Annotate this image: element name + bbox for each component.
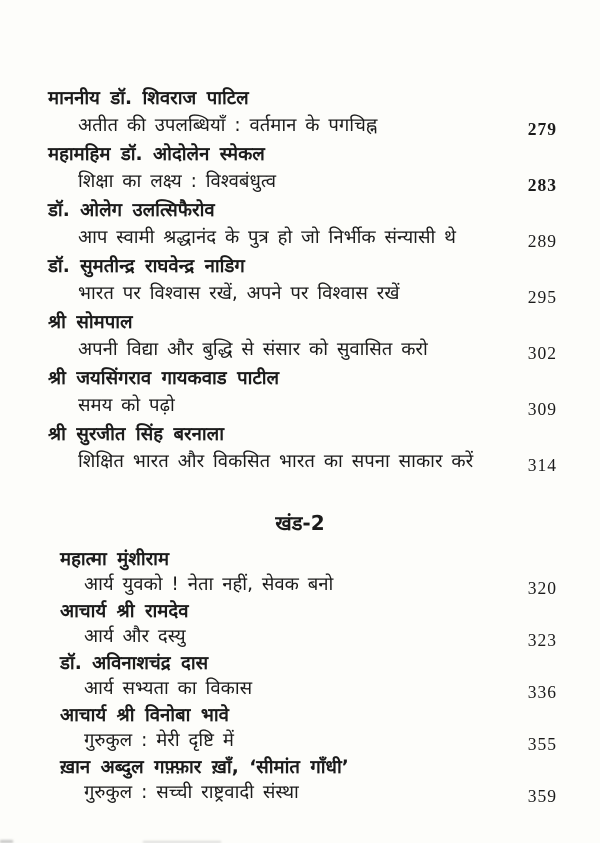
entry-title-line <box>60 780 557 805</box>
entry-page-number: 289 <box>527 231 557 251</box>
entry-chapter-title: शिक्षा का लक्ष्य : विश्वबंधुत्व <box>78 171 277 192</box>
entry-author-name: श्री जयसिंगराव गायकवाड पाटील <box>48 368 280 389</box>
entry-title-line <box>60 572 557 597</box>
entry-chapter-title: आर्य सभ्यता का विकास <box>84 678 253 699</box>
toc-entry <box>48 142 557 195</box>
entry-title-line <box>48 280 557 307</box>
toc-entry <box>60 651 557 701</box>
entry-author-name: माननीय डॉ. शिवराज पाटिल <box>48 88 249 109</box>
table-of-contents <box>0 86 600 807</box>
entry-page-number: 279 <box>527 119 557 139</box>
entry-author-name: श्री सोमपाल <box>48 312 133 333</box>
entry-page-number: 302 <box>527 343 557 363</box>
entry-title-line <box>48 392 557 419</box>
entry-title-line <box>48 112 557 139</box>
toc-entry <box>48 366 557 419</box>
entry-author-name: डॉ. ओलेग उलत्सिफैरोव <box>48 200 215 221</box>
entry-author-name: डॉ. अविनाशचंद्र दास <box>60 653 209 674</box>
entry-chapter-title: भारत पर विश्वास रखें, अपने पर विश्वास रखें <box>78 283 400 304</box>
entry-author-name: आचार्य श्री रामदेव <box>60 601 189 622</box>
toc-section-1 <box>0 86 600 475</box>
toc-entry <box>60 755 557 805</box>
entry-title-line <box>48 168 557 195</box>
entry-page-number: 336 <box>527 682 557 702</box>
entry-page-number: 283 <box>527 175 557 195</box>
toc-entry <box>60 547 557 597</box>
entry-chapter-title: आर्य युवको ! नेता नहीं, सेवक बनो <box>84 574 334 595</box>
entry-title-line <box>48 336 557 363</box>
entry-chapter-title: आर्य और दस्यु <box>84 626 186 647</box>
entry-page-number: 314 <box>527 455 557 475</box>
entry-chapter-title: अपनी विद्या और बुद्धि से संसार को सुवासित करो <box>78 339 428 360</box>
toc-entry <box>48 198 557 251</box>
entry-page-number: 320 <box>527 578 557 598</box>
entry-chapter-title: अतीत की उपलब्धियाँ : वर्तमान के पगचिह्न <box>78 115 378 136</box>
entry-page-number: 355 <box>527 734 557 754</box>
toc-entry <box>48 310 557 363</box>
entry-title-line <box>48 224 557 251</box>
entry-author-name: डॉ. सुमतीन्द्र राघवेन्द्र नाडिग <box>48 256 245 277</box>
toc-entry <box>60 703 557 753</box>
entry-author-name: आचार्य श्री विनोबा भावे <box>60 705 229 726</box>
entry-chapter-title: आप स्वामी श्रद्धानंद के पुत्र हो जो निर्भीक संन्यासी थे <box>78 227 456 248</box>
entry-page-number: 295 <box>527 287 557 307</box>
entry-chapter-title: शिक्षित भारत और विकसित भारत का सपना साकार करें <box>78 451 474 472</box>
entry-page-number: 309 <box>527 399 557 419</box>
entry-title-line <box>60 676 557 701</box>
entry-title-line <box>48 448 557 475</box>
toc-entry <box>48 254 557 307</box>
entry-chapter-title: समय को पढ़ो <box>78 395 175 416</box>
entry-title-line <box>60 624 557 649</box>
toc-entry <box>60 599 557 649</box>
toc-entry <box>48 86 557 139</box>
toc-entry <box>48 422 557 475</box>
entry-page-number: 359 <box>527 786 557 806</box>
entry-title-line <box>60 728 557 753</box>
section-heading: खंड-2 <box>275 511 325 535</box>
entry-page-number: 323 <box>527 630 557 650</box>
entry-author-name: ख़ान अब्दुल गफ़्फ़ार ख़ाँ, ‘सीमांत गाँधी’ <box>60 757 349 778</box>
entry-chapter-title: गुरुकुल : सच्ची राष्ट्रवादी संस्था <box>84 782 299 803</box>
entry-author-name: महामहिम डॉ. ओदोलेन स्मेकल <box>48 144 265 165</box>
entry-chapter-title: गुरुकुल : मेरी दृष्टि में <box>84 730 234 751</box>
toc-section-2 <box>0 547 600 805</box>
entry-author-name: श्री सुरजीत सिंह बरनाला <box>48 424 224 445</box>
entry-author-name: महात्मा मुंशीराम <box>60 549 170 570</box>
